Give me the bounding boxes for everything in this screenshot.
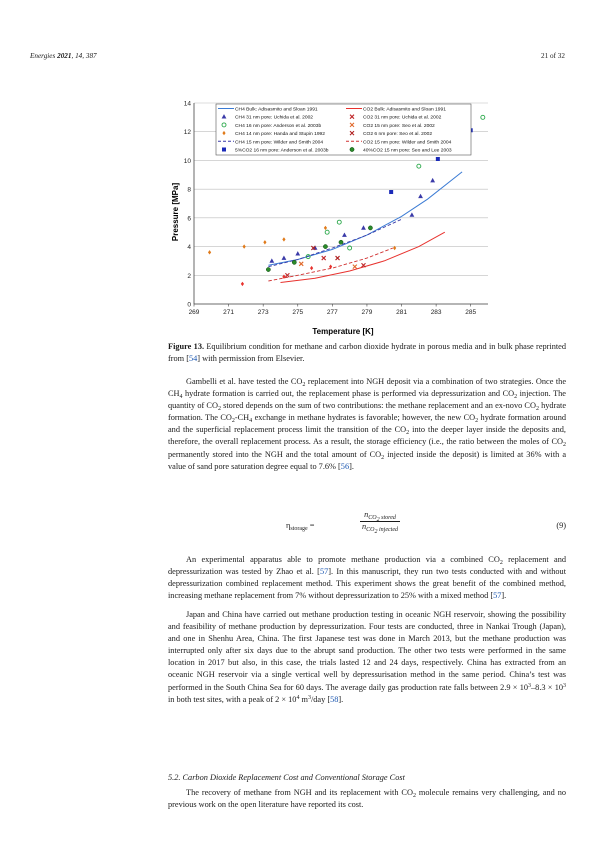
data-point xyxy=(263,240,266,244)
y-tick-label: 14 xyxy=(183,100,191,108)
data-point xyxy=(389,190,393,194)
series-line xyxy=(268,219,401,266)
data-point xyxy=(337,220,341,224)
legend-entry: CO2 15 nm pore: Wilder and Smith 2004 xyxy=(363,140,452,146)
data-point xyxy=(329,264,332,268)
equation-numerator: $n_{CO_2 stored}$ xyxy=(360,510,400,522)
data-point xyxy=(299,262,303,266)
x-tick-label: 273 xyxy=(257,309,269,316)
data-point xyxy=(322,256,326,260)
data-point xyxy=(323,244,327,248)
data-point xyxy=(436,157,440,161)
x-tick-label: 283 xyxy=(430,309,442,316)
paragraph-4: The recovery of methane from NGH and its replacement with $CO_2$ molecule remains very challenging, and no previous work on the open literature have reported its cost. xyxy=(168,788,566,810)
data-point xyxy=(269,258,274,262)
y-tick-label: 8 xyxy=(187,186,191,194)
section-heading: 5.2. Carbon Dioxide Replacement Cost and Conventional Storage Cost xyxy=(168,773,405,782)
legend-entry: CH4 31 nm pore: Uchida et al. 2002 xyxy=(235,115,314,121)
x-tick-label: 269 xyxy=(188,309,200,316)
y-tick-label: 10 xyxy=(183,157,191,165)
legend-marker xyxy=(222,148,226,152)
data-point xyxy=(243,244,246,248)
data-point xyxy=(324,226,327,230)
data-point xyxy=(353,265,357,269)
legend-entry: CH4 16 nm pore: Anderson et al. 2003b xyxy=(235,123,322,129)
paragraph-2: An experimental apparatus able to promote methane production via a combined $CO_2$ replacement and depressurization was tested by Zhao et al. [57]. In this manuscript, they run two tests conducted with and without depressurization combined replacement method. This experiment shows the great benefit of the combined method, increasing methane replacement from 7% without depressurization to 25% with a mixed method [57]. xyxy=(168,555,566,601)
paragraph-3: Japan and China have carried out methane production testing in oceanic NGH reservoir, showing the possibility and feasibility of methane production by depressurization. Four tests are conducted, three in Nankai Trough (Japan), and one in Shenhu Area, China. The first Japanese test was done in March 2013, but the methane production was interrupted only after six days due to the abrupt sand production. The other two tests were performed in the same location in 2017 but also, in this case, the trials lasted 12 and 24 days, respectively. China has extracted from an oceanic NGH reservoir via a single vertical well by depressurisation method in the same period. China’s test was performed in the South China Sea for 60 days. The average daily gas production rate falls between $2.9 \times 10^3-8.3 \times 10^3$ in both test sites, with a peak of $2 \times 10^4$ $m^3$/day [58]. xyxy=(168,610,566,704)
y-tick-label: 0 xyxy=(187,301,191,309)
data-point xyxy=(417,164,421,168)
equation-9 xyxy=(168,510,566,540)
data-point xyxy=(292,260,296,264)
paragraph-1: Gambelli et al. have tested the $CO_2$ replacement into NGH deposit via a combination of two strategies. Once the $CH_4$ hydrate formation is carried out, the replacement phase is performed via depressurization and $CO_2$ injection. The quantity of $CO_2$ stored depends on the sum of two contributions: the methane replacement and an ex-novo $CO_2$ hydrate formation. The $CO_2-CH_4$ exchange in methane hydrates is favorable; however, the new $CO_2$ hydrate formation around and the superficial replacement process limit the transition of the $CO_2$ into the deeper layer inside the deposits and, therefore, the overall replacement process. As a result, the storage efficiency (i.e., the ratio between the moles of $CO_2$ permanently stored into the NGH and the total amount of $CO_2$ injected inside the deposit) is limited at 36% with a value of sand pore saturation degree equal to 7.6% [56]. xyxy=(168,377,567,471)
journal-header: Energies 2021, 14, 387 xyxy=(30,52,97,60)
data-point xyxy=(266,267,270,271)
data-point xyxy=(481,115,485,119)
equation-fraction xyxy=(360,510,400,535)
data-point xyxy=(410,212,415,216)
hydrate-equilibrium-chart xyxy=(170,97,496,337)
x-tick-label: 275 xyxy=(292,309,304,316)
legend-entry: CO2 6 nm pore: Seo et al. 2002 xyxy=(363,132,433,138)
equation-denominator: $n_{CO_2 injected}$ xyxy=(362,522,398,535)
y-tick-label: 12 xyxy=(183,129,191,137)
y-tick-label: 2 xyxy=(187,272,191,280)
data-point xyxy=(342,232,347,236)
legend-entry: CH4 Bulk: Adisasmito and Sloan 1991 xyxy=(235,107,318,113)
data-point xyxy=(418,194,423,198)
equation-number: (9) xyxy=(556,521,566,530)
data-point xyxy=(336,256,340,260)
legend-marker xyxy=(350,147,354,151)
data-point xyxy=(282,237,285,241)
figure-caption: Figure 13. Equilibrium condition for methane and carbon dioxide hydrate in porous media and in bulk phase reprinted from [54] with permission from Elsevier. xyxy=(168,342,566,363)
x-tick-label: 277 xyxy=(326,309,338,316)
x-axis-label: Temperature [K] xyxy=(312,327,374,336)
y-tick-label: 4 xyxy=(187,244,191,252)
legend-entry: 40%CO2 15 nm pore: Seo and Lee 2003 xyxy=(363,148,452,154)
data-point xyxy=(325,230,329,234)
data-point xyxy=(361,225,366,229)
legend-entry: CO2 15 nm pore: Seo et al. 2002 xyxy=(363,123,435,129)
x-tick-label: 285 xyxy=(465,309,477,316)
data-point xyxy=(282,255,287,259)
series-line xyxy=(268,172,462,265)
x-tick-label: 271 xyxy=(223,309,235,316)
data-point xyxy=(241,282,244,286)
data-point xyxy=(339,240,343,244)
x-tick-label: 279 xyxy=(361,309,373,316)
legend-entry: CO2 Bulk: Adisasmito and Sloan 1991 xyxy=(363,107,446,113)
data-point xyxy=(310,266,313,270)
y-tick-label: 6 xyxy=(187,215,191,223)
y-axis-label: Pressure [MPa] xyxy=(171,182,180,242)
data-point xyxy=(368,226,372,230)
data-point xyxy=(295,251,300,255)
data-point xyxy=(430,178,435,182)
equation-lhs: $\eta_{storage}$ = xyxy=(286,521,315,532)
legend-entry: CH4 15 nm pore: Wilder and Smith 2004 xyxy=(235,140,324,146)
page-number: 21 of 32 xyxy=(541,52,565,60)
data-point xyxy=(208,250,211,254)
legend-entry: 5%CO2 16 nm pore: Anderson et al. 2003b xyxy=(235,148,329,154)
x-tick-label: 281 xyxy=(396,309,407,316)
legend-entry: CH4 14 nm pore: Handa and Stupin 1992 xyxy=(235,132,325,138)
legend-entry: CO2 31 nm pore: Uchida et al. 2002 xyxy=(363,115,442,121)
